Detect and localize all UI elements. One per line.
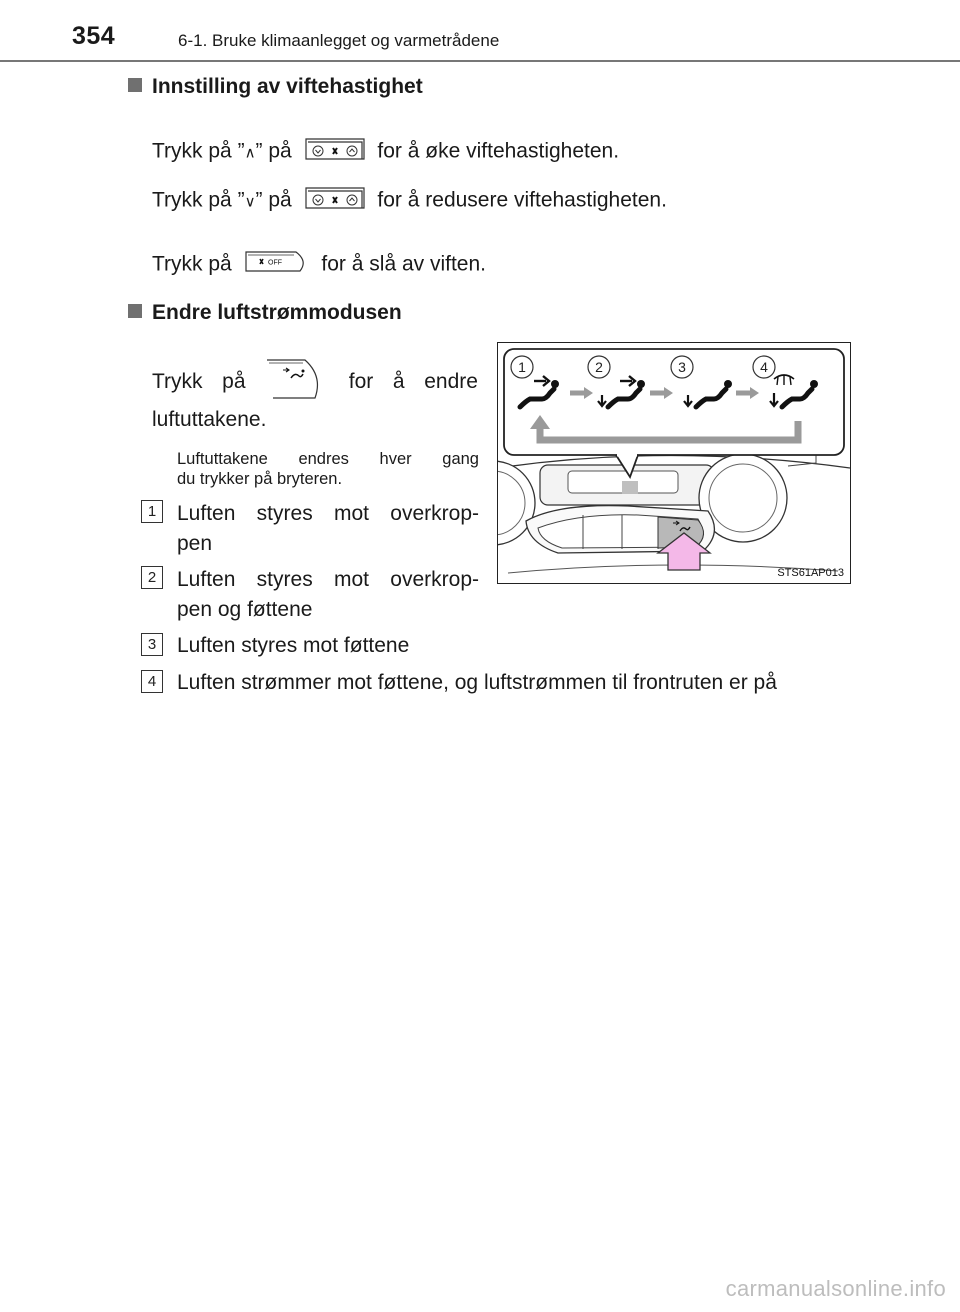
airflow-mode-figure <box>497 342 851 584</box>
airflow-intro-line1: Trykk på for å endre <box>152 358 478 406</box>
section-bullet-icon <box>128 78 142 92</box>
airflow-note-line2: du trykker på bryteren. <box>177 470 343 488</box>
fan-off-button-icon <box>244 249 310 281</box>
chapter-title: 6-1. Bruke klimaanlegget og varmetrådene <box>178 31 500 50</box>
list-item-1: Luften styres mot overkrop- pen <box>177 502 479 555</box>
watermark: carmanualsonline.info <box>725 1276 946 1301</box>
list-item-2: Luften styres mot overkrop- pen og føttene <box>177 568 479 621</box>
header-rule <box>0 60 960 62</box>
svg-text:OFF: OFF <box>267 259 282 267</box>
fan-speed-button-icon <box>304 136 366 168</box>
mode-number-4 <box>753 356 775 378</box>
section-heading-airflow-mode: Endre luftstrømmodusen <box>128 301 402 325</box>
list-number-3: 3 <box>141 633 163 656</box>
list-item-3: Luften styres mot føttene <box>177 634 410 657</box>
fan-off-instruction: Trykk på OFF for å slå av viften. <box>152 249 486 281</box>
airflow-note-line1: Luftuttakene endres hver gang <box>177 450 479 468</box>
figure-code: STS61AP013 <box>777 567 844 579</box>
svg-text:1: 1 <box>518 359 526 375</box>
fan-decrease-instruction: Trykk på ”∨” på for å redusere viftehastigheten. <box>152 185 667 217</box>
page-number: 354 <box>72 22 116 50</box>
airflow-mode-button-icon <box>265 358 329 406</box>
list-number-2: 2 <box>141 566 163 589</box>
section-heading-fan-speed: Innstilling av viftehastighet <box>128 75 423 99</box>
section-bullet-icon <box>128 304 142 318</box>
list-number-4: 4 <box>141 670 163 693</box>
airflow-intro-line2: luftuttakene. <box>152 408 267 431</box>
fan-speed-button-icon <box>304 185 366 217</box>
airflow-note <box>177 449 479 489</box>
list-item-4: Luften strømmer mot føttene, og luftstrømmen til frontruten er på <box>177 671 777 694</box>
svg-text:4: 4 <box>760 359 768 375</box>
mode-number-1 <box>511 356 533 378</box>
fan-increase-instruction: Trykk på ”∧” på for å øke viftehastigheten. <box>152 136 619 168</box>
svg-text:2: 2 <box>595 359 603 375</box>
svg-text:3: 3 <box>678 359 686 375</box>
list-number-1: 1 <box>141 500 163 523</box>
mode-number-2 <box>588 356 610 378</box>
mode-number-3 <box>671 356 693 378</box>
